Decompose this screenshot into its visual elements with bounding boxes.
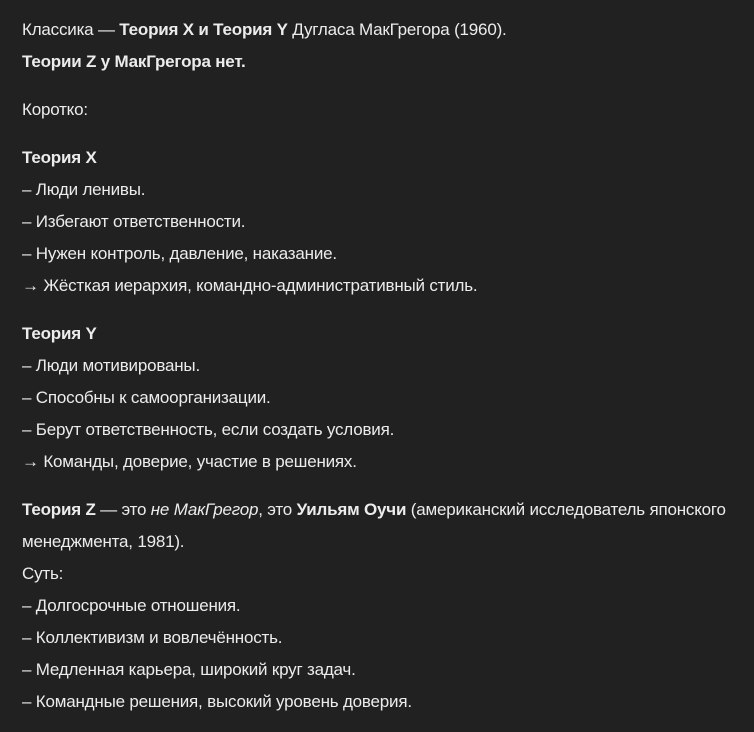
theory-y-block xyxy=(22,318,732,478)
theory-x-block xyxy=(22,142,732,302)
essence-label: Суть: xyxy=(22,564,64,583)
theory-y-conclusion: → Команды, доверие, участие в решениях. xyxy=(22,452,357,471)
shortly-label: Коротко: xyxy=(22,100,88,119)
theory-x-heading: Теория X xyxy=(22,148,97,167)
theory-z-text-2: , это xyxy=(258,500,297,519)
no-theory-z-statement: Теории Z у МакГрегора нет. xyxy=(22,52,246,71)
theory-y-item: – Берут ответственность, если создать условия. xyxy=(22,420,395,439)
shortly-paragraph xyxy=(22,94,732,126)
intro-text-post: Дугласа МакГрегора (1960). xyxy=(287,20,507,39)
theory-y-heading: Теория Y xyxy=(22,324,97,343)
theory-z-text-1: — это xyxy=(95,500,151,519)
theory-z-block xyxy=(22,494,732,718)
intro-bold-theories: Теория X и Теория Y xyxy=(119,20,288,39)
intro-line-1 xyxy=(22,14,732,46)
theory-z-intro xyxy=(22,494,732,558)
intro-paragraph xyxy=(22,14,732,78)
theory-z-italic-not-mcgregor: не МакГрегор xyxy=(150,500,259,519)
theory-y-item: – Люди мотивированы. xyxy=(22,356,200,375)
intro-text-pre: Классика — xyxy=(22,20,120,39)
theory-y-item: – Способны к самоорганизации. xyxy=(22,388,271,407)
theory-z-heading: Теория Z xyxy=(22,500,96,519)
theory-z-item: – Медленная карьера, широкий круг задач. xyxy=(22,660,356,679)
theory-z-text-3: (американский исследователь японского менеджмента, 1981). xyxy=(22,500,726,551)
theory-x-item: – Люди ленивы. xyxy=(22,180,146,199)
theory-x-item: – Нужен контроль, давление, наказание. xyxy=(22,244,337,263)
theory-x-conclusion: → Жёсткая иерархия, командно-административный стиль. xyxy=(22,276,478,295)
theory-x-item: – Избегают ответственности. xyxy=(22,212,246,231)
theory-z-item: – Долгосрочные отношения. xyxy=(22,596,241,615)
intro-line-2 xyxy=(22,46,732,78)
theory-z-item: – Коллективизм и вовлечённость. xyxy=(22,628,283,647)
theory-z-item: – Командные решения, высокий уровень доверия. xyxy=(22,692,412,711)
theory-z-bold-ouchi: Уильям Оучи xyxy=(296,500,407,519)
